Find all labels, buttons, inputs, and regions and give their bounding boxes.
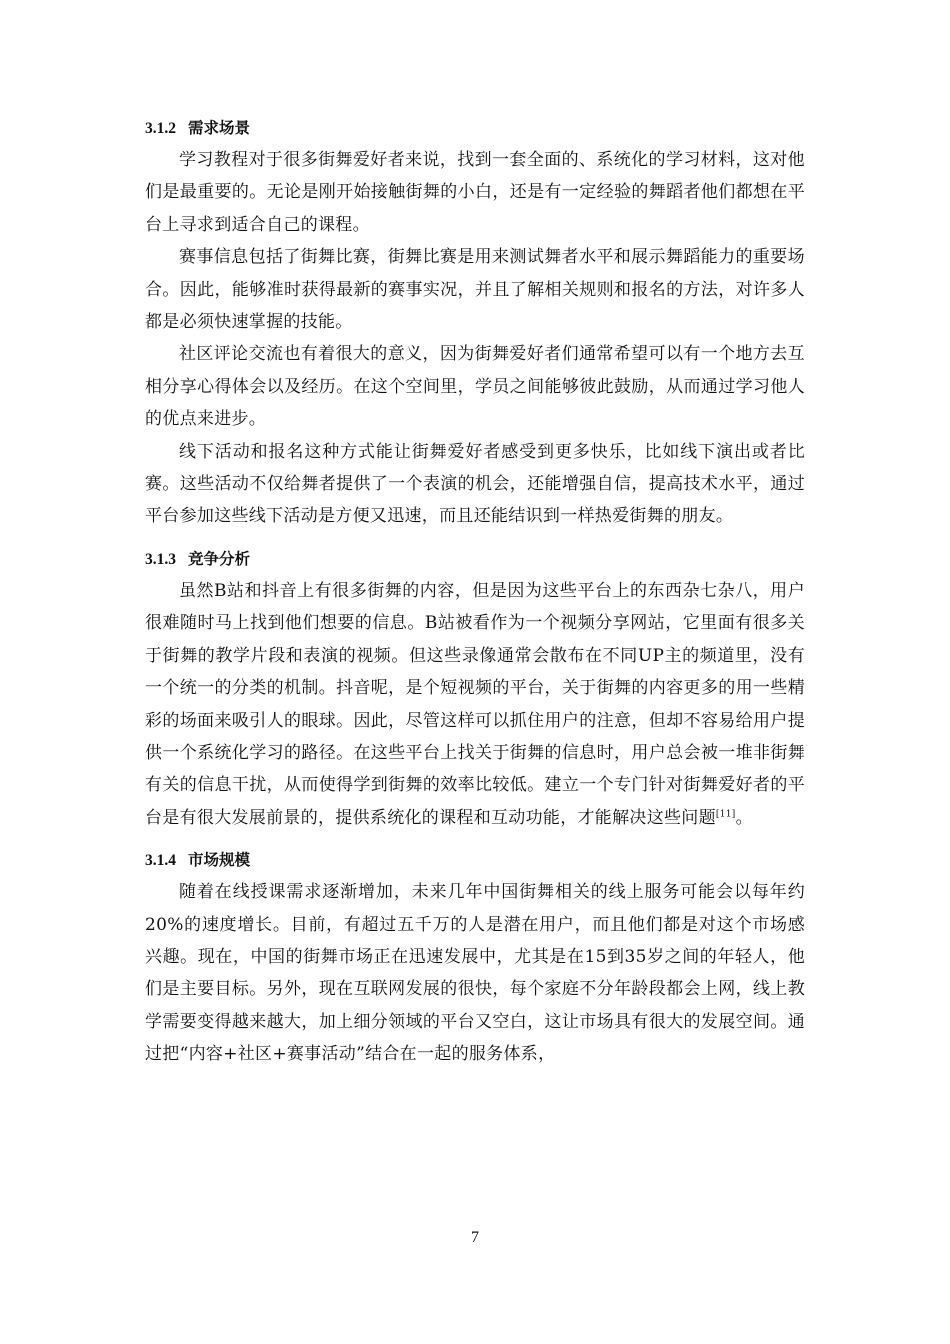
section-heading-3-1-3 bbox=[145, 543, 805, 575]
section-title: 需求场景 bbox=[188, 119, 251, 137]
paragraph-text: 虽然B站和抖音上有很多街舞的内容，但是因为这些平台上的东西杂七杂八，用户很难随时马上找到他们想要的信息。B站被看作为一个视频分享网站，它里面有很多关于街舞的教学片段和表演的视频。但这些录像通常会散布在不同UP主的频道里，没有一个统一的分类的机制。抖音呢，是个短视频的平台，关于街舞的内容更多的用一些精彩的场面来吸引人的眼球。因此，尽管这样可以抓住用户的注意，但却不容易给用户提供一个系统化学习的路径。在这些平台上找关于街舞的信息时，用户总会被一堆非街舞有关的信息干扰，从而使得学到街舞的效率比较低。建立一个专门针对街舞爱好者的平台是有很大发展前景的，提供系统化的课程和互动功能，才能解决这些问题 bbox=[145, 580, 805, 828]
page-content bbox=[145, 112, 805, 1071]
spacer bbox=[145, 834, 805, 844]
section-number: 3.1.2 bbox=[145, 120, 176, 137]
paragraph: 赛事信息包括了街舞比赛，街舞比赛是用来测试舞者水平和展示舞蹈能力的重要场合。因此，能够准时获得最新的赛事实况，并且了解相关规则和报名的方法，对许多人都是必须快速掌握的技能。 bbox=[145, 247, 805, 333]
spacer bbox=[145, 533, 805, 543]
paragraph: 线下活动和报名这种方式能让街舞爱好者感受到更多快乐，比如线下演出或者比赛。这些活动不仅给舞者提供了一个表演的机会，还能增强自信，提高技术水平，通过平台参加这些线下活动是方便又迅速，而且还能结识到一样热爱街舞的朋友。 bbox=[145, 441, 805, 527]
citation-reference[interactable]: [11] bbox=[715, 809, 736, 820]
paragraph bbox=[145, 575, 805, 834]
paragraph: 学习教程对于很多街舞爱好者来说，找到一套全面的、系统化的学习材料，这对他们是最重要的。无论是刚开始接触街舞的小白，还是有一定经验的舞蹈者他们都想在平台上寻求到适合自己的课程。 bbox=[145, 150, 805, 235]
page-number: 7 bbox=[471, 1229, 479, 1246]
section-heading-3-1-4 bbox=[145, 844, 805, 876]
section-number: 3.1.3 bbox=[145, 550, 176, 568]
paragraph-tail: 。 bbox=[735, 807, 753, 828]
section-title: 竞争分析 bbox=[188, 549, 251, 568]
section-heading-3-1-2 bbox=[145, 112, 805, 144]
section-number: 3.1.4 bbox=[145, 852, 176, 870]
paragraph: 随着在线授课需求逐渐增加，未来几年中国街舞相关的线上服务可能会以每年约20%的速度增长。目前，有超过五千万的人是潜在用户，而且他们都是对这个市场感兴趣。现在，中国的街舞市场正在迅速发展中，尤其是在15到35岁之间的年轻人，他们是主要目标。另外，现在互联网发展的很快，每个家庭不分年龄段都会上网，线上教学需要变得越来越大，加上细分领域的平台又空白，这让市场具有很大的发展空间。通过把“内容+社区+赛事活动”结合在一起的服务体系， bbox=[145, 882, 805, 1065]
paragraph: 社区评论交流也有着很大的意义，因为街舞爱好者们通常希望可以有一个地方去互相分享心得体会以及经历。在这个空间里，学员之间能够彼此鼓励，从而通过学习他人的优点来进步。 bbox=[145, 344, 805, 430]
section-title: 市场规模 bbox=[188, 851, 251, 870]
